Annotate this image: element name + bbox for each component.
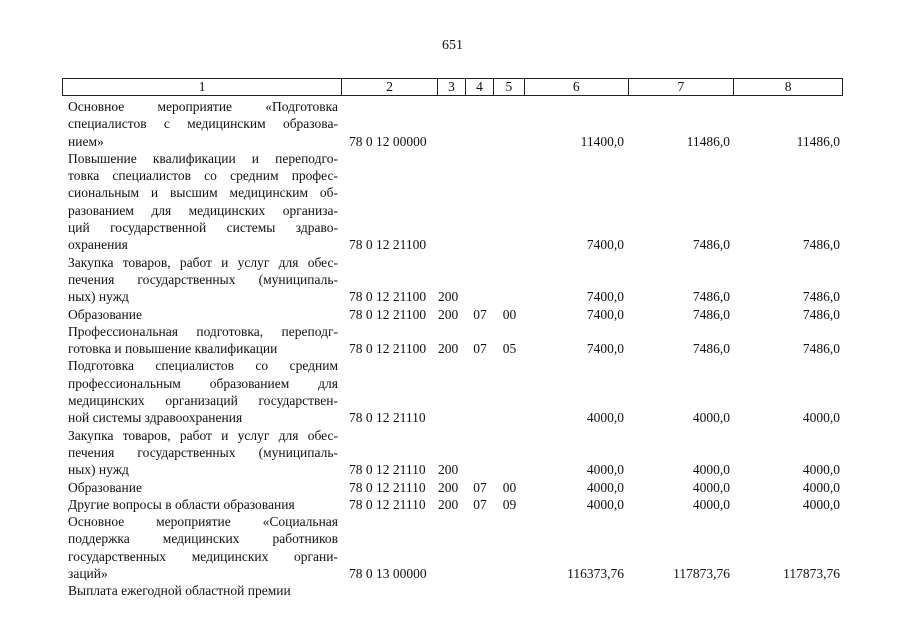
- row-name: [62, 582, 342, 599]
- header-col-5: 5: [494, 79, 525, 95]
- row-value-8: 7486,0: [802, 341, 840, 357]
- header-col-3: 3: [438, 79, 466, 95]
- row-code: 78 0 12 21110: [349, 410, 426, 426]
- row-name: [62, 323, 342, 358]
- row-section: 07: [473, 341, 487, 357]
- row-expense-type: 200: [438, 341, 459, 357]
- row-value-7: 7486,0: [692, 306, 730, 322]
- row-value-8: 4000,0: [802, 496, 840, 512]
- row-value-8: 4000,0: [802, 410, 840, 426]
- row-name-line: специалистов с медицинским образова-: [68, 116, 338, 132]
- row-value-6: 11400,0: [580, 133, 624, 149]
- row-name-line: Профессиональная подготовка, переподг-: [68, 323, 338, 339]
- header-col-7: 7: [629, 79, 735, 95]
- row-expense-type: 200: [438, 289, 459, 305]
- row-name-line: Образование: [68, 479, 142, 495]
- row-name-line: нием»: [68, 133, 104, 149]
- row-name-line: поддержка медицинских работников: [68, 531, 338, 547]
- row-value-6: 116373,76: [567, 566, 624, 582]
- table-row: [62, 582, 843, 599]
- row-name-line: печения государственных (муниципаль-: [68, 271, 338, 287]
- row-name-line: Основное мероприятие «Подготовка: [68, 99, 338, 114]
- table-header: [62, 78, 843, 96]
- row-expense-type: 200: [438, 462, 459, 478]
- row-name-line: заций»: [68, 566, 108, 582]
- page-number: 651: [442, 38, 463, 53]
- table-row: [62, 150, 843, 254]
- row-value-8: 11486,0: [796, 133, 840, 149]
- row-code: 78 0 12 21100: [349, 341, 427, 357]
- row-value-7: 4000,0: [692, 462, 730, 478]
- row-name: [62, 306, 342, 323]
- row-value-6: 4000,0: [586, 462, 624, 478]
- row-name: [62, 357, 342, 426]
- row-code: 78 0 12 00000: [349, 133, 427, 149]
- row-value-7: 11486,0: [686, 133, 730, 149]
- row-code: 78 0 12 21100: [349, 306, 427, 322]
- row-name: [62, 513, 342, 582]
- row-section: 07: [473, 306, 487, 322]
- row-name: [62, 254, 342, 306]
- table-body: [62, 98, 843, 600]
- row-name-line: Повышение квалификации и переподго-: [68, 150, 338, 166]
- row-name-line: разованием для медицинских организа-: [68, 202, 338, 218]
- header-col-8: 8: [784, 79, 792, 94]
- row-name-line: Основное мероприятие «Социальная: [68, 514, 338, 530]
- row-value-7: 7486,0: [692, 237, 730, 253]
- header-col-4: 4: [466, 79, 494, 95]
- row-value-7: 7486,0: [692, 341, 730, 357]
- table-row: [62, 98, 843, 150]
- row-name-line: ций государственной системы здраво-: [68, 220, 338, 236]
- row-value-7: 7486,0: [692, 289, 730, 305]
- row-name-line: Выплата ежегодной областной премии: [68, 583, 291, 599]
- row-name-line: сиональным и высшим медицинским об-: [68, 185, 338, 201]
- row-name: [62, 427, 342, 479]
- header-col-6: 6: [525, 79, 629, 95]
- row-value-6: 7400,0: [586, 341, 624, 357]
- row-value-8: 117873,76: [783, 566, 840, 582]
- row-name-line: ных) нужд: [68, 462, 129, 478]
- table-row: [62, 357, 843, 426]
- row-code: 78 0 12 21100: [349, 237, 427, 253]
- row-value-6: 4000,0: [586, 479, 624, 495]
- row-value-6: 7400,0: [586, 289, 624, 305]
- row-expense-type: 200: [438, 496, 459, 512]
- row-value-8: 7486,0: [802, 289, 840, 305]
- table-row: [62, 323, 843, 358]
- row-value-6: 4000,0: [586, 496, 624, 512]
- row-name: [62, 150, 342, 254]
- row-value-7: 117873,76: [673, 566, 730, 582]
- row-expense-type: 200: [438, 479, 459, 495]
- row-name-line: Закупка товаров, работ и услуг для обес-: [68, 254, 338, 270]
- row-expense-type: 200: [438, 306, 459, 322]
- row-code: 78 0 12 21110: [349, 496, 426, 512]
- header-col-1: 1: [63, 79, 342, 95]
- table-row: [62, 479, 843, 496]
- table-row: [62, 254, 843, 306]
- row-name-line: Образование: [68, 306, 142, 322]
- row-value-6: 7400,0: [586, 306, 624, 322]
- row-name: [62, 98, 342, 150]
- row-value-6: 7400,0: [586, 237, 624, 253]
- row-name-line: ной системы здравоохранения: [68, 410, 243, 426]
- row-value-7: 4000,0: [692, 496, 730, 512]
- row-value-7: 4000,0: [692, 479, 730, 495]
- row-name-line: готовка и повышение квалификации: [68, 341, 278, 357]
- row-name-line: Закупка товаров, работ и услуг для обес-: [68, 427, 338, 443]
- row-code: 78 0 12 21110: [349, 479, 426, 495]
- row-code: 78 0 13 00000: [349, 566, 427, 582]
- row-name-line: ных) нужд: [68, 289, 129, 305]
- table-row: [62, 427, 843, 479]
- row-value-8: 4000,0: [802, 479, 840, 495]
- row-value-8: 4000,0: [802, 462, 840, 478]
- row-subsection: 00: [502, 479, 517, 495]
- table-row: [62, 496, 843, 513]
- row-name-line: печения государственных (муниципаль-: [68, 444, 338, 460]
- row-name-line: медицинских организаций государствен-: [68, 393, 338, 409]
- row-name-line: охранения: [68, 237, 128, 253]
- header-col-2: 2: [342, 79, 438, 95]
- row-name-line: профессиональным образованием для: [68, 375, 338, 391]
- row-subsection: 05: [502, 341, 517, 357]
- row-section: 07: [473, 496, 487, 512]
- row-value-8: 7486,0: [802, 237, 840, 253]
- row-name-line: товка специалистов со средним профес-: [68, 168, 338, 184]
- table-row: [62, 513, 843, 582]
- row-value-6: 4000,0: [586, 410, 624, 426]
- row-value-8: 7486,0: [802, 306, 840, 322]
- row-name-line: Подготовка специалистов со средним: [68, 358, 338, 374]
- row-subsection: 09: [502, 496, 517, 512]
- table-row: [62, 306, 843, 323]
- row-name-line: Другие вопросы в области образования: [68, 496, 295, 512]
- row-subsection: 00: [502, 306, 517, 322]
- row-name: [62, 479, 342, 496]
- row-value-7: 4000,0: [692, 410, 730, 426]
- row-section: 07: [473, 479, 487, 495]
- row-name: [62, 496, 342, 513]
- row-code: 78 0 12 21110: [349, 462, 426, 478]
- row-name-line: государственных медицинских органи-: [68, 548, 338, 564]
- row-code: 78 0 12 21100: [349, 289, 427, 305]
